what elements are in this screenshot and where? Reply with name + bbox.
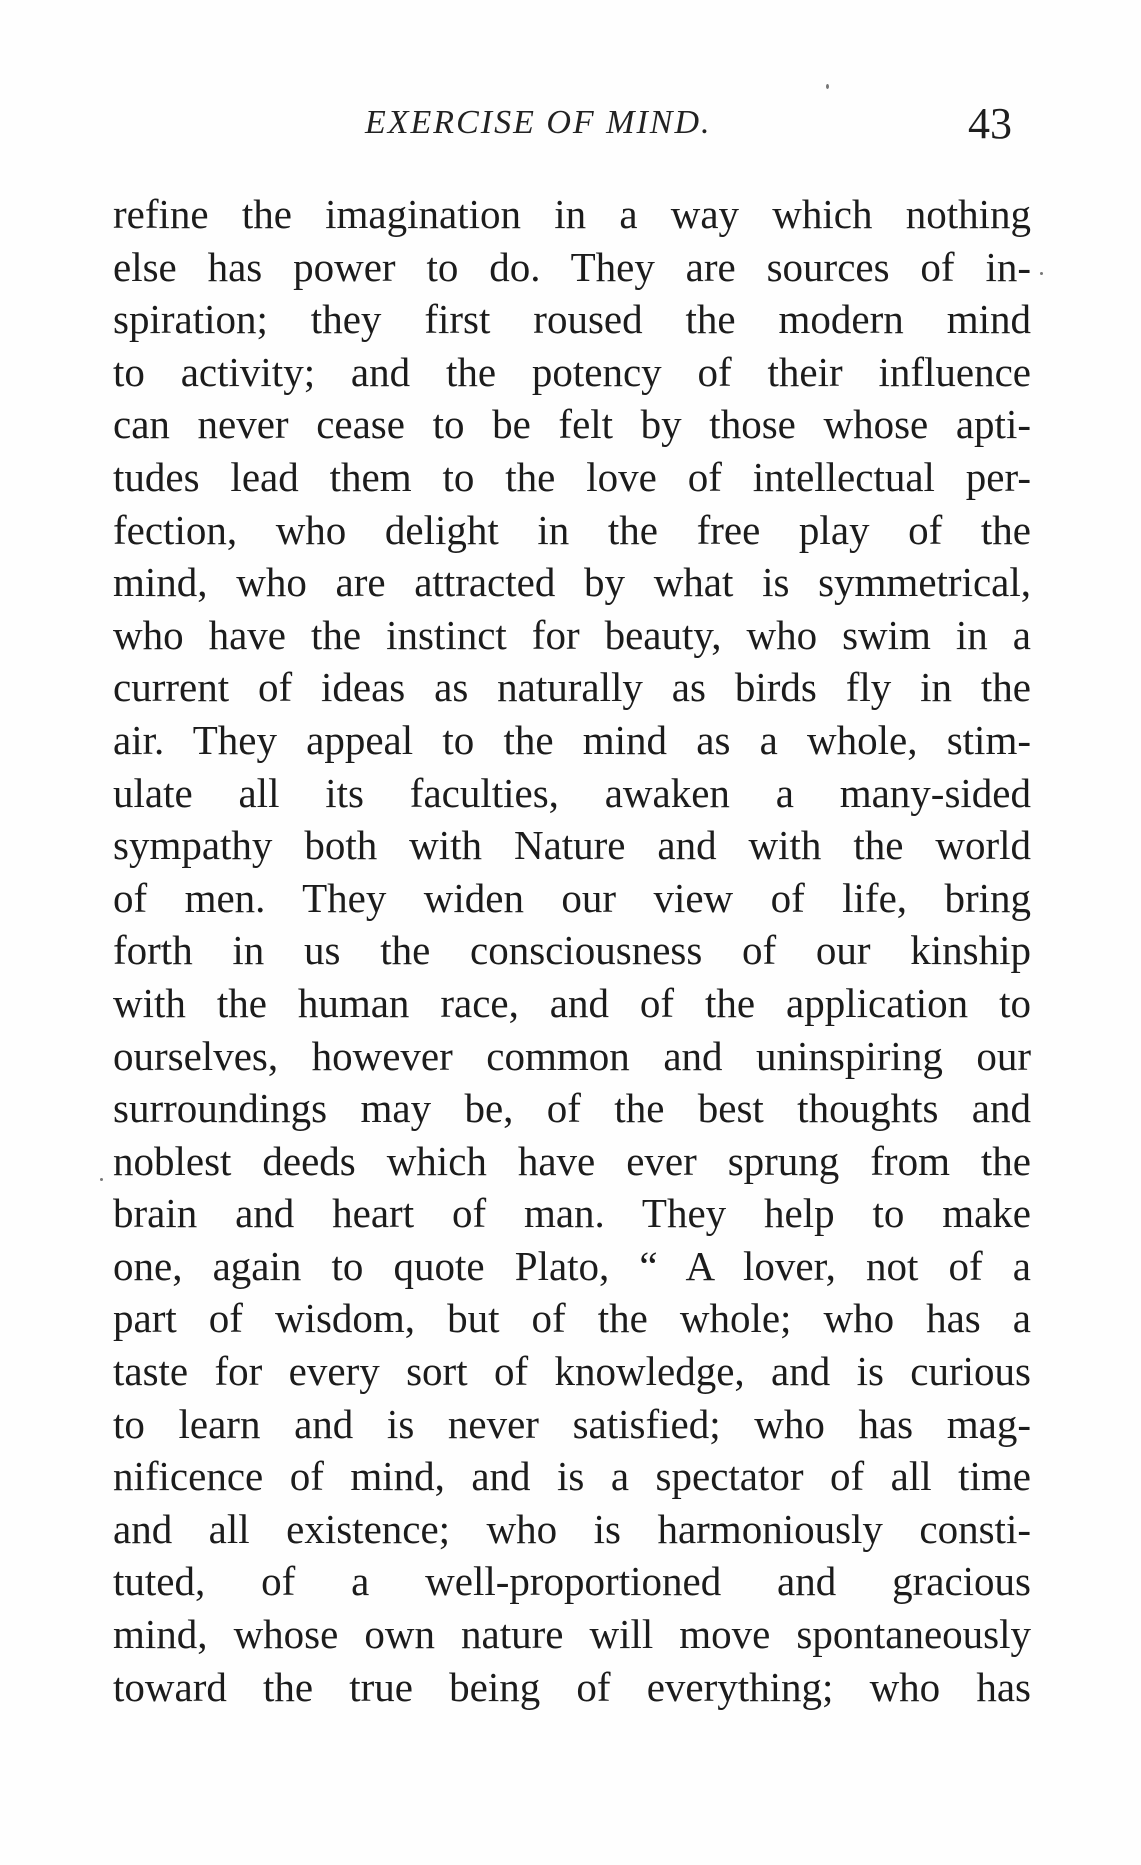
text-line: taste for every sort of knowledge, and is curious <box>113 1348 1031 1395</box>
paper-speck <box>1040 272 1043 275</box>
text-line: noblest deeds which have ever sprung from the <box>113 1137 1031 1184</box>
text-line: spiration; they first roused the modern mind <box>113 296 1031 343</box>
text-line: ulate all its faculties, awaken a many-sided <box>113 769 1031 816</box>
text-line: refine the imagination in a way which nothing <box>113 191 1031 237</box>
text-line: air. They appeal to the mind as a whole, stim- <box>113 716 1031 763</box>
text-line: one, again to quote Plato, “ A lover, not of a <box>113 1242 1031 1289</box>
paper-speck <box>100 1178 103 1181</box>
text-line: current of ideas as naturally as birds fly in the <box>113 664 1031 711</box>
text-line: tudes lead them to the love of intellectual per- <box>113 453 1031 500</box>
text-line: surroundings may be, of the best thoughts and <box>113 1085 1031 1132</box>
paper-speck <box>826 84 829 89</box>
text-line: ourselves, however common and uninspiring our <box>113 1032 1031 1079</box>
text-line: to learn and is never satisfied; who has mag- <box>113 1400 1031 1447</box>
text-line: toward the true being of everything; who has <box>113 1663 1031 1710</box>
text-line: of men. They widen our view of life, bring <box>113 874 1031 921</box>
text-line: part of wisdom, but of the whole; who has a <box>113 1295 1031 1342</box>
text-line: nificence of mind, and is a spectator of all time <box>113 1453 1031 1500</box>
text-line: brain and heart of man. They help to make <box>113 1190 1031 1237</box>
text-line: with the human race, and of the application to <box>113 979 1031 1026</box>
text-line: sympathy both with Nature and with the world <box>113 822 1031 869</box>
text-line: tuted, of a well-proportioned and gracious <box>113 1558 1031 1605</box>
text-line: to activity; and the potency of their influence <box>113 348 1031 395</box>
text-line: mind, whose own nature will move spontaneously <box>113 1611 1031 1658</box>
running-head: EXERCISE OF MIND. <box>365 104 712 141</box>
text-line: forth in us the consciousness of our kinship <box>113 927 1031 974</box>
text-line: fection, who delight in the free play of the <box>113 506 1031 553</box>
text-line: and all existence; who is harmoniously consti- <box>113 1505 1031 1552</box>
page-number: 43 <box>968 99 1012 148</box>
text-line: can never cease to be felt by those whose apti- <box>113 401 1031 448</box>
text-line: else has power to do. They are sources of in- <box>113 243 1031 290</box>
body-text <box>113 188 1031 1713</box>
text-line: who have the instinct for beauty, who swim in a <box>113 611 1031 658</box>
text-line: mind, who are attracted by what is symmetrical, <box>113 559 1031 606</box>
